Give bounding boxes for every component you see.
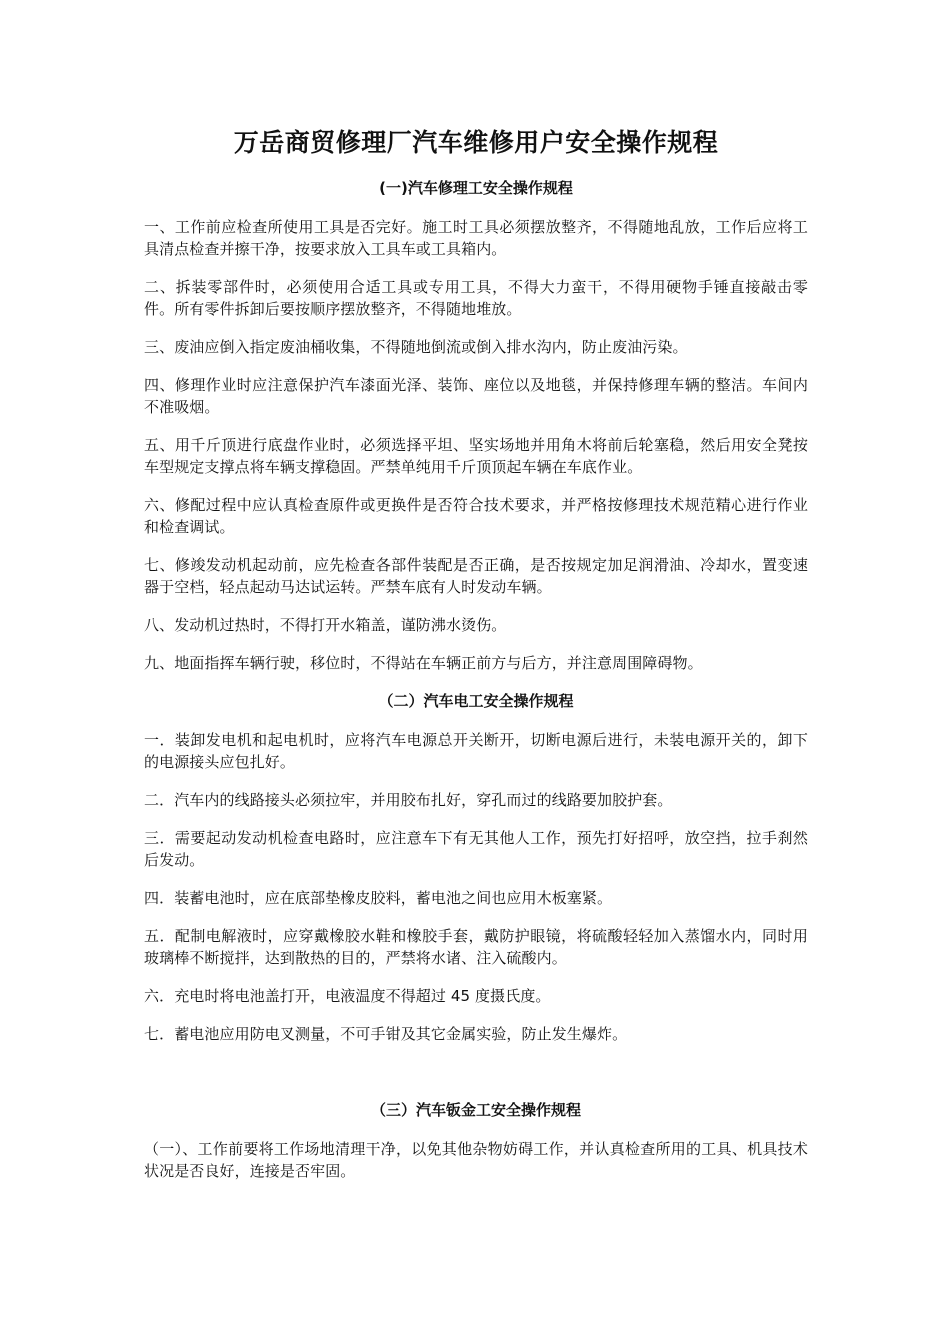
section-heading-sheet-metal: （三）汽车钣金工安全操作规程 xyxy=(370,1101,581,1119)
paragraph: 八、发动机过热时，不得打开水箱盖，谨防沸水烫伤。 xyxy=(144,616,507,634)
paragraph: 九、地面指挥车辆行驶，移位时，不得站在车辆正前方与后方，并注意周围障碍物。 xyxy=(144,654,703,672)
paragraph: 五．配制电解液时，应穿戴橡胶水鞋和橡胶手套，戴防护眼镜，将硫酸轻轻加入蒸馏水内，同时用玻璃棒不断搅拌，达到散热的目的，严禁将水诸、注入硫酸内。 xyxy=(144,927,808,967)
paragraph: 七、修竣发动机起动前，应先检查各部件装配是否正确，是否按规定加足润滑油、冷却水，置变速器于空档，轻点起动马达试运转。严禁车底有人时发动车辆。 xyxy=(144,556,808,596)
paragraph: 三．需要起动发动机检查电路时，应注意车下有无其他人工作，预先打好招呼，放空挡，拉手刹然后发动。 xyxy=(144,829,808,869)
paragraph: 四．装蓄电池时，应在底部垫橡皮胶料，蓄电池之间也应用木板塞紧。 xyxy=(144,889,613,907)
paragraph: 七．蓄电池应用防电叉测量，不可手钳及其它金属实验，防止发生爆炸。 xyxy=(144,1025,628,1043)
section-heading-electrical: （二）汽车电工安全操作规程 xyxy=(378,692,574,710)
paragraph: 六、修配过程中应认真检查原件或更换件是否符合技术要求，并严格按修理技术规范精心进行作业和检查调试。 xyxy=(144,496,808,536)
paragraph: 二、拆装零部件时，必须使用合适工具或专用工具，不得大力蛮干，不得用硬物手锤直接敲击零件。所有零件拆卸后要按顺序摆放整齐，不得随地堆放。 xyxy=(144,278,808,318)
paragraph: 六．充电时将电池盖打开，电液温度不得超过 45 度摄氏度。 xyxy=(144,987,551,1005)
paragraph: 五、用千斤顶进行底盘作业时，必须选择平坦、坚实场地并用角木将前后轮塞稳，然后用安全凳按车型规定支撑点将车辆支撑稳固。严禁单纯用千斤顶顶起车辆在车底作业。 xyxy=(144,436,808,476)
paragraph: （一）、工作前要将工作场地清理干净，以免其他杂物妨碍工作，并认真检查所用的工具、机具技术状况是否良好，连接是否牢固。 xyxy=(144,1140,808,1180)
paragraph: 二．汽车内的线路接头必须拉牢，并用胶布扎好，穿孔而过的线路要加胶护套。 xyxy=(144,791,673,809)
paragraph: 一．装卸发电机和起电机时，应将汽车电源总开关断开，切断电源后进行，未装电源开关的，卸下的电源接头应包扎好。 xyxy=(144,731,808,771)
paragraph: 四、修理作业时应注意保护汽车漆面光泽、装饰、座位以及地毯，并保持修理车辆的整洁。车间内不准吸烟。 xyxy=(144,376,808,416)
section-heading-repair: (一)汽车修理工安全操作规程 xyxy=(379,179,573,197)
paragraph: 一、工作前应检查所使用工具是否完好。施工时工具必须摆放整齐，不得随地乱放，工作后应将工具清点检查并擦干净，按要求放入工具车或工具箱内。 xyxy=(144,218,808,258)
paragraph: 三、废油应倒入指定废油桶收集，不得随地倒流或倒入排水沟内，防止废油污染。 xyxy=(144,338,688,356)
document-title: 万岳商贸修理厂汽车维修用户安全操作规程 xyxy=(233,128,719,157)
